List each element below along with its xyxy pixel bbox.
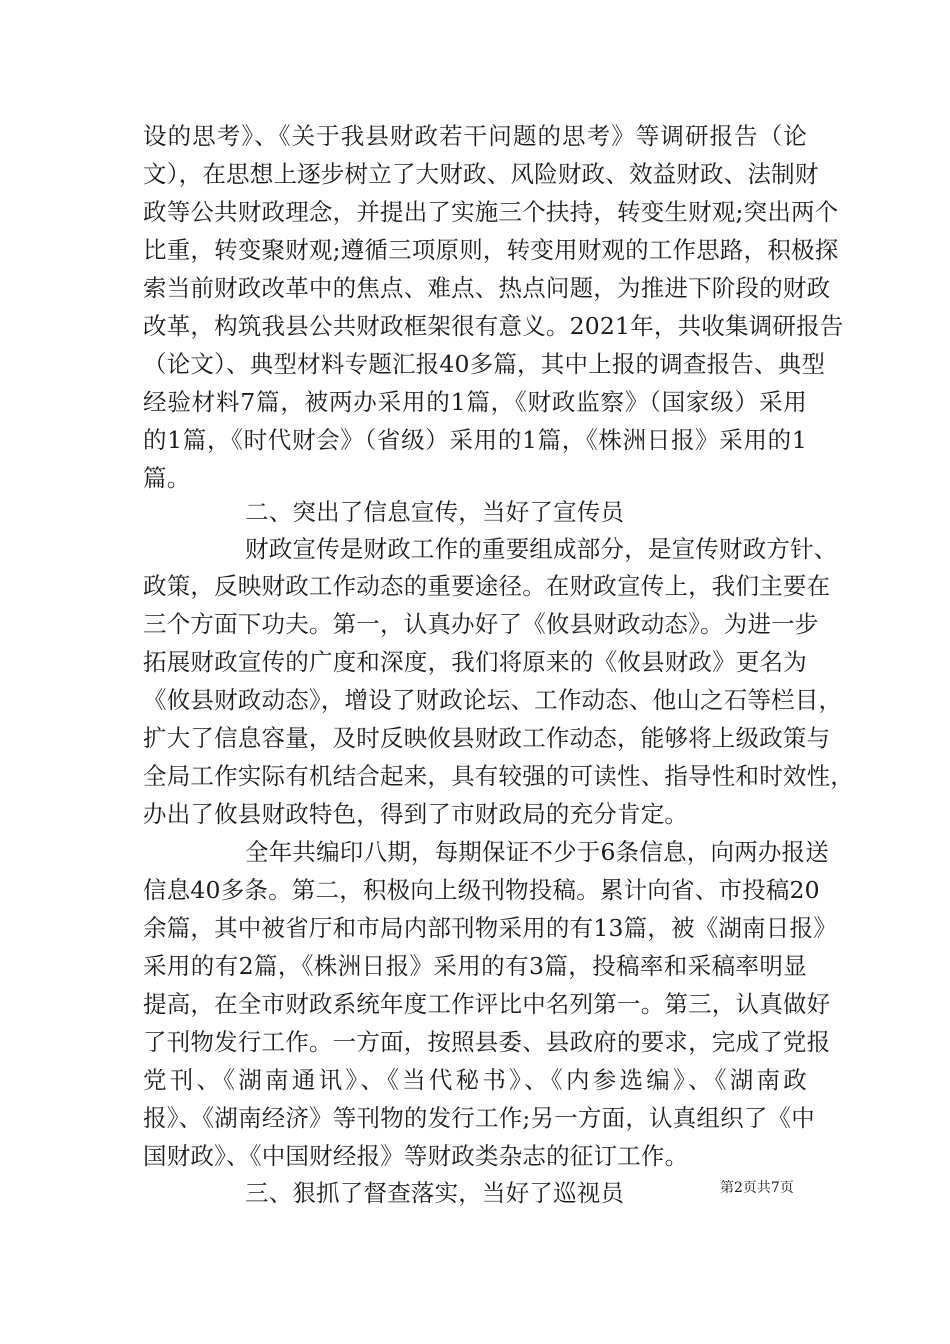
- page-number-footer: 第2页共7页: [720, 1180, 794, 1196]
- body-line: 设的思考》、《关于我县财政若干问题的思考》等调研报告（论: [143, 122, 807, 150]
- body-line: （论文）、典型材料专题汇报40多篇，其中上报的调查报告、典型: [143, 350, 826, 378]
- section-heading: 三、狠抓了督查落实，当好了巡视员: [245, 1179, 625, 1207]
- body-line: 经验材料7篇，被两办采用的1篇，《财政监察》（国家级）采用: [143, 388, 807, 416]
- body-line: 党刊、《湖南通讯》、《当代秘书》、《内参选编》、《湖南政: [143, 1066, 807, 1094]
- body-line: 改革，构筑我县公共财政框架很有意义。2021年，共收集调研报告: [143, 312, 844, 340]
- body-line: 了刊物发行工作。一方面，按照县委、县政府的要求，完成了党报: [143, 1028, 831, 1056]
- section-heading: 二、突出了信息宣传，当好了宣传员: [245, 498, 625, 526]
- body-line: 余篇，其中被省厅和市局内部刊物采用的有13篇，被《湖南日报》: [143, 914, 837, 942]
- body-line: 《攸县财政动态》，增设了财政论坛、工作动态、他山之石等栏目，: [143, 686, 843, 714]
- body-line: 拓展财政宣传的广度和深度，我们将原来的《攸县财政》更名为: [143, 648, 807, 676]
- body-line: 信息40多条。第二，积极向上级刊物投稿。累计向省、市投稿20: [143, 876, 820, 904]
- body-line: 国财政》、《中国财经报》等财政类杂志的征订工作。: [143, 1142, 689, 1170]
- body-line: 文），在思想上逐步树立了大财政、风险财政、效益财政、法制财: [143, 160, 819, 188]
- body-line: 全年共编印八期，每期保证不少于6条信息，向两办报送: [245, 838, 829, 866]
- body-line: 办出了攸县财政特色，得到了市财政局的充分肯定。: [143, 800, 689, 828]
- body-line: 扩大了信息容量，及时反映攸县财政工作动态，能够将上级政策与: [143, 724, 831, 752]
- body-line: 的1篇，《时代财会》（省级）采用的1篇，《株洲日报》采用的1: [143, 426, 807, 454]
- body-line: 比重，转变聚财观;遵循三项原则，转变用财观的工作思路，积极探: [143, 236, 839, 264]
- body-line: 索当前财政改革中的焦点、难点、热点问题，为推进下阶段的财政: [143, 274, 831, 302]
- body-line: 篇。: [143, 464, 191, 492]
- body-line: 政策，反映财政工作动态的重要途径。在财政宣传上，我们主要在: [143, 572, 831, 600]
- body-line: 政等公共财政理念，并提出了实施三个扶持，转变生财观;突出两个: [143, 198, 839, 226]
- body-line: 全局工作实际有机结合起来，具有较强的可读性、指导性和时效性，: [143, 762, 854, 790]
- body-line: 提高，在全市财政系统年度工作评比中名列第一。第三，认真做好: [143, 990, 831, 1018]
- body-line: 采用的有2篇，《株洲日报》采用的有3篇，投稿率和采稿率明显: [143, 952, 807, 980]
- body-line: 财政宣传是财政工作的重要组成部分，是宣传财政方针、: [245, 535, 838, 563]
- body-line: 报》、《湖南经济》等刊物的发行工作;另一方面，认真组织了《中: [143, 1104, 815, 1132]
- body-line: 三个方面下功夫。第一，认真办好了《攸县财政动态》。为进一步: [143, 610, 819, 638]
